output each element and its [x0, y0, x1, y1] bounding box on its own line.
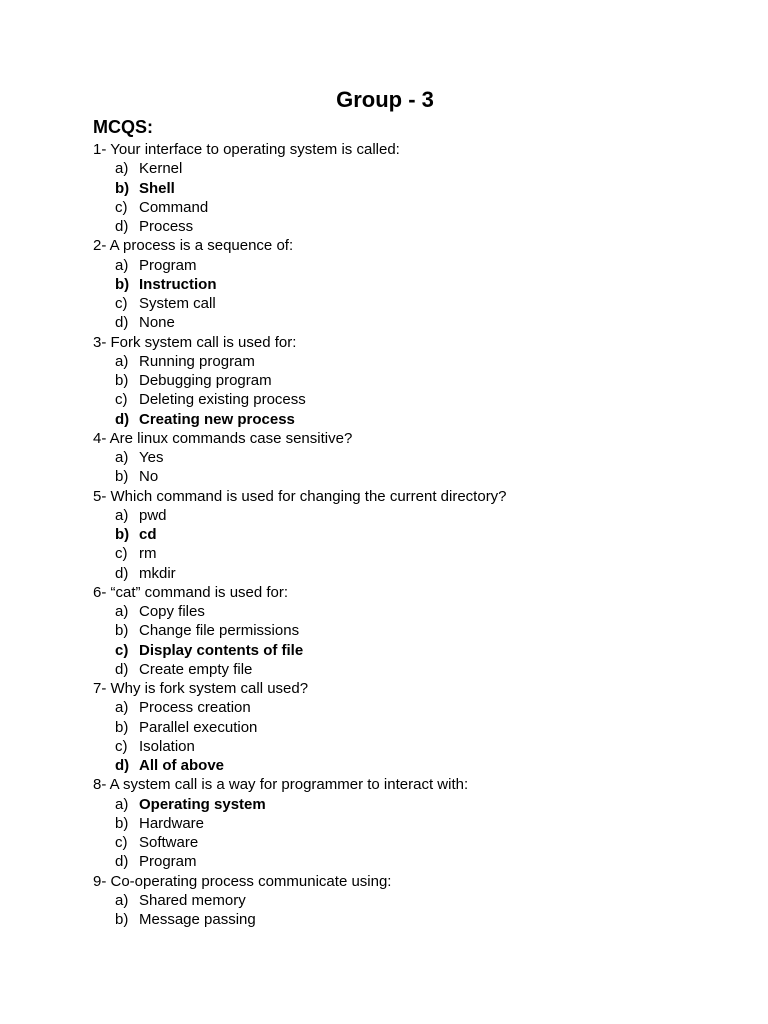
option-text: System call: [139, 295, 216, 312]
question-text: 8- A system call is a way for programmer to interact with:: [93, 776, 469, 794]
option-text: Change file permissions: [139, 622, 300, 640]
answer-option: [93, 698, 733, 717]
option-letter: a): [115, 699, 129, 717]
option-text: Isolation: [139, 737, 195, 755]
option-text: mkdir: [139, 564, 176, 582]
answer-option: [93, 795, 733, 814]
option-letter: a): [115, 449, 129, 466]
answer-option: [93, 159, 733, 178]
question-list: [93, 140, 733, 929]
answer-option: [93, 275, 733, 294]
option-text: Software: [139, 834, 199, 851]
option-letter: d): [115, 410, 130, 428]
option-text: Message passing: [139, 911, 256, 928]
option-text: Create empty file: [139, 660, 253, 678]
answer-option: [93, 198, 733, 217]
question-text: 7- Why is fork system call used?: [93, 680, 309, 697]
option-text: rm: [139, 545, 157, 563]
question-block: [93, 583, 733, 679]
question-block: [93, 775, 733, 871]
option-letter: b): [115, 814, 129, 832]
answer-option: [93, 390, 733, 409]
option-letter: c): [115, 641, 129, 659]
option-letter: d): [115, 853, 129, 871]
option-text: Deleting existing process: [139, 391, 306, 409]
option-letter: c): [115, 391, 128, 409]
question-block: [93, 487, 733, 583]
answer-option: [93, 814, 733, 833]
section-heading: MCQS:: [93, 117, 153, 137]
answer-option: [93, 718, 733, 737]
answer-option: [93, 737, 733, 756]
option-text: Instruction: [139, 275, 217, 293]
option-letter: c): [115, 295, 128, 312]
question-block: [93, 872, 733, 930]
answer-option: [93, 833, 733, 852]
option-text: Hardware: [139, 814, 205, 832]
answer-option: [93, 467, 733, 486]
option-letter: a): [115, 352, 129, 370]
option-letter: b): [115, 622, 129, 640]
question-block: [93, 333, 733, 429]
answer-option: [93, 641, 733, 660]
question-text: 5- Which command is used for changing the current directory?: [93, 487, 507, 505]
option-letter: b): [115, 526, 130, 543]
answer-option: [93, 660, 733, 679]
question-block: [93, 236, 733, 332]
option-letter: c): [115, 834, 128, 851]
question-block: [93, 140, 733, 236]
option-text: Debugging program: [139, 372, 272, 389]
option-letter: d): [115, 218, 129, 235]
answer-option: [93, 410, 733, 429]
option-text: None: [139, 314, 175, 332]
option-letter: b): [115, 372, 129, 389]
option-letter: a): [115, 256, 129, 274]
question-block: [93, 679, 733, 775]
option-text: Parallel execution: [139, 718, 258, 736]
option-letter: c): [115, 198, 128, 216]
answer-option: [93, 179, 733, 198]
answer-option: [93, 621, 733, 640]
option-letter: a): [115, 506, 129, 524]
answer-option: [93, 506, 733, 525]
answer-option: [93, 352, 733, 371]
option-letter: d): [115, 314, 129, 332]
option-text: pwd: [139, 506, 167, 524]
option-text: Process creation: [139, 699, 251, 717]
option-text: No: [139, 468, 159, 486]
answer-option: [93, 910, 733, 929]
option-text: Program: [139, 853, 197, 871]
answer-option: [93, 371, 733, 390]
answer-option: [93, 756, 733, 775]
option-letter: a): [115, 160, 129, 178]
option-text: Yes: [139, 449, 164, 466]
option-text: Running program: [139, 352, 255, 370]
option-text: Shell: [139, 179, 175, 197]
option-text: cd: [139, 526, 157, 543]
option-text: Command: [139, 198, 209, 216]
question-text: 3- Fork system call is used for:: [93, 333, 297, 351]
option-text: Kernel: [139, 160, 183, 178]
option-letter: a): [115, 795, 129, 813]
option-letter: a): [115, 603, 129, 620]
question-text: 6- “cat” command is used for:: [93, 583, 289, 601]
option-letter: c): [115, 737, 128, 755]
option-letter: c): [115, 545, 128, 563]
option-text: Shared memory: [139, 891, 246, 909]
answer-option: [93, 544, 733, 563]
option-letter: b): [115, 718, 129, 736]
answer-option: [93, 891, 733, 910]
option-letter: d): [115, 564, 129, 582]
answer-option: [93, 525, 733, 544]
option-letter: d): [115, 757, 130, 774]
option-text: Program: [139, 256, 197, 274]
option-letter: b): [115, 911, 129, 928]
question-block: [93, 429, 733, 487]
option-letter: b): [115, 468, 129, 486]
question-text: 4- Are linux commands case sensitive?: [93, 429, 353, 447]
answer-option: [93, 448, 733, 467]
answer-option: [93, 294, 733, 313]
answer-option: [93, 256, 733, 275]
page-title: Group - 3: [336, 87, 434, 112]
answer-option: [93, 564, 733, 583]
option-text: Process: [139, 218, 194, 235]
option-text: Operating system: [139, 795, 266, 813]
answer-option: [93, 602, 733, 621]
question-text: 2- A process is a sequence of:: [93, 237, 294, 255]
option-text: All of above: [139, 757, 225, 774]
option-letter: d): [115, 660, 129, 678]
option-letter: a): [115, 891, 129, 909]
option-text: Display contents of file: [139, 641, 304, 659]
option-letter: b): [115, 275, 130, 293]
option-text: Copy files: [139, 603, 205, 620]
answer-option: [93, 217, 733, 236]
question-text: 9- Co-operating process communicate using:: [93, 872, 392, 890]
answer-option: [93, 852, 733, 871]
question-text: 1- Your interface to operating system is called:: [93, 141, 400, 158]
option-letter: b): [115, 179, 130, 197]
answer-option: [93, 313, 733, 332]
option-text: Creating new process: [139, 410, 295, 428]
